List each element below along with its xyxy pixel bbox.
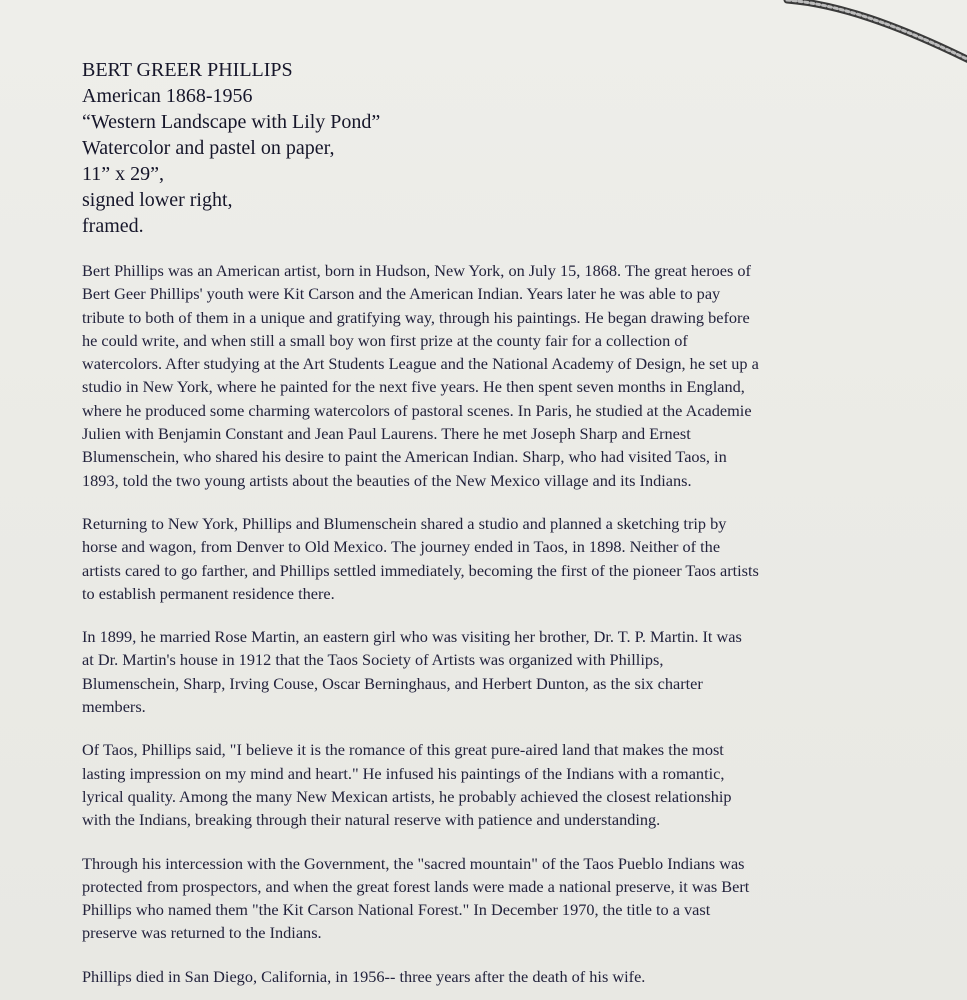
artist-name: BERT GREER PHILLIPS — [82, 59, 293, 81]
biography-paragraph-2: Returning to New York, Phillips and Blumenschein shared a studio and planned a sketching trip by horse and wagon, from Denver to Old Mexico. The journey ended in Taos, in 1898. Neither of the artists cared to go farther, and Phillips settled immediately, becoming the first of the pioneer Taos artists to establish permanent residence there. — [82, 513, 759, 603]
artwork-medium: Watercolor and pastel on paper, — [82, 137, 335, 159]
artwork-framing: framed. — [82, 215, 144, 237]
artwork-dimensions: 11” x 29”, — [82, 163, 165, 185]
biography-text — [82, 259, 882, 1000]
artwork-header — [82, 57, 782, 239]
biography-paragraph-4: Of Taos, Phillips said, "I believe it is the romance of this great pure-aired land that makes the most lasting impression on my mind and heart." He infused his paintings of the Indians with a romantic, lyrical quality. Among the many New Mexican artists, he probably achieved the closest relationship with the Indians, breaking through their natural reserve with patience and understanding. — [82, 740, 732, 830]
biography-paragraph-6: Phillips died in San Diego, California, in 1956-- three years after the death of his wife. — [82, 966, 646, 986]
artwork-signature: signed lower right, — [82, 189, 233, 211]
biography-paragraph-5: Through his intercession with the Government, the "sacred mountain" of the Taos Pueblo Indians was protected from prospectors, and when the great forest lands were made a national preserve, it was Bert Phillips who named them "the Kit Carson National Forest." In December 1970, the title to a vast preserve was returned to the Indians. — [82, 853, 750, 943]
artwork-title: “Western Landscape with Lily Pond” — [82, 111, 381, 133]
hanging-cord — [777, 0, 967, 74]
biography-paragraph-1: Bert Phillips was an American artist, born in Hudson, New York, on July 15, 1868. The great heroes of Bert Geer Phillips' youth were Kit Carson and the American Indian. Years later he was able to pay tribute to both of them in a unique and gratifying way, through his paintings. He began drawing before he could write, and when still a small boy won first prize at the county fair for a collection of watercolors. After studying at the Art Students League and the National Academy of Design, he set up a studio in New York, where he painted for the next five years. He then spent seven months in England, where he produced some charming watercolors of pastoral scenes. In Paris, he studied at the Academie Julien with Benjamin Constant and Jean Paul Laurens. There he met Joseph Sharp and Ernest Blumenschein, who shared his desire to paint the American Indian. Sharp, who had visited Taos, in 1893, told the two young artists about the beauties of the New Mexico village and its Indians. — [82, 261, 759, 490]
biography-paragraph-3: In 1899, he married Rose Martin, an eastern girl who was visiting her brother, Dr. T. P. Martin. It was at Dr. Martin's house in 1912 that the Taos Society of Artists was organized with Phillips, Blumenschein, Sharp, Irving Couse, Oscar Berninghaus, and Herbert Dunton, as the six charter members. — [82, 627, 742, 717]
artist-nationality-dates: American 1868-1956 — [82, 85, 253, 107]
